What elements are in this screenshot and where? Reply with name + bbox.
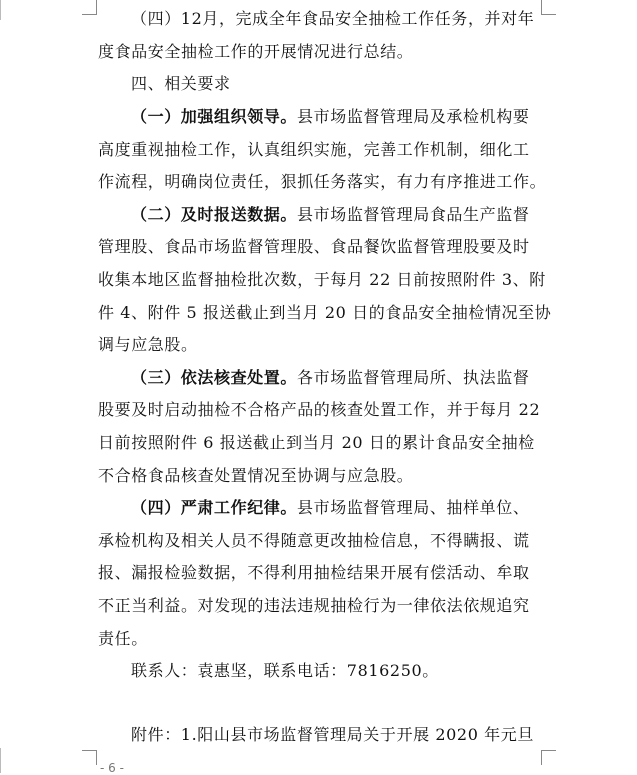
paragraph-line: 调与应急股。 [98,335,198,354]
paragraph-line: 承检机构及相关人员不得随意更改抽检信息，不得瞒报、谎 [98,531,530,550]
crop-mark-bottom-left [82,750,97,765]
subsection-heading: （一）加强组织领导。 [131,107,298,126]
subsection-line: （一）加强组织领导。县市场监督管理局及承检机构要 [131,107,530,126]
paragraph-line: 管理股、食品市场监督管理股、食品餐饮监督管理股要及时 [98,237,530,256]
paragraph-line: 收集本地区监督抽检批次数，于每月 22 日前按照附件 3、附 [98,270,546,289]
paragraph-line: 责任。 [98,629,148,648]
section-heading: 四、相关要求 [131,74,231,93]
page-edge-top [0,0,1,20]
paragraph-line: 不正当利益。对发现的违法违规抽检行为一律依法依规追究 [98,596,530,615]
subsection-line: （二）及时报送数据。县市场监督管理局食品生产监督 [131,205,530,224]
subsection-line: （四）严肃工作纪律。县市场监督管理局、抽样单位、 [131,498,530,517]
crop-mark-top-right [541,0,556,15]
crop-mark-bottom-right [541,750,556,765]
contact-line: 联系人：袁惠坚，联系电话：7816250。 [131,661,439,680]
paragraph-line: 件 4、附件 5 报送截止到当月 20 日的食品安全抽检情况至协 [98,303,552,322]
attachment-line: 附件：1.阳山县市场监督管理局关于开展 2020 年元旦 [131,725,534,744]
paragraph-line: 不合格食品核查处置情况至协调与应急股。 [98,466,414,485]
paragraph-line: 日前按照附件 6 报送截止到当月 20 日的累计食品安全抽检 [98,433,535,452]
page-number: - 6 - [100,761,124,775]
subsection-heading: （二）及时报送数据。 [131,205,298,224]
paragraph-line: （四）12月，完成全年食品安全抽检工作任务，并对年 [131,9,535,28]
page-edge-bottom [0,748,1,773]
subsection-line: （三）依法核查处置。各市场监督管理局所、执法监督 [131,368,530,387]
subsection-heading: （三）依法核查处置。 [131,368,298,387]
paragraph-line: 报、漏报检验数据，不得利用抽检结果开展有偿活动、牟取 [98,563,530,582]
paragraph-line: 高度重视抽检工作，认真组织实施，完善工作机制，细化工 [98,140,530,159]
paragraph-line: 股要及时启动抽检不合格产品的核查处置工作，并于每月 22 [98,400,541,419]
paragraph-line: 作流程，明确岗位责任，狠抓任务落实，有力有序推进工作。 [98,172,547,191]
crop-mark-top-left [82,0,97,15]
paragraph-line: 度食品安全抽检工作的开展情况进行总结。 [98,42,414,61]
subsection-heading: （四）严肃工作纪律。 [131,498,298,517]
